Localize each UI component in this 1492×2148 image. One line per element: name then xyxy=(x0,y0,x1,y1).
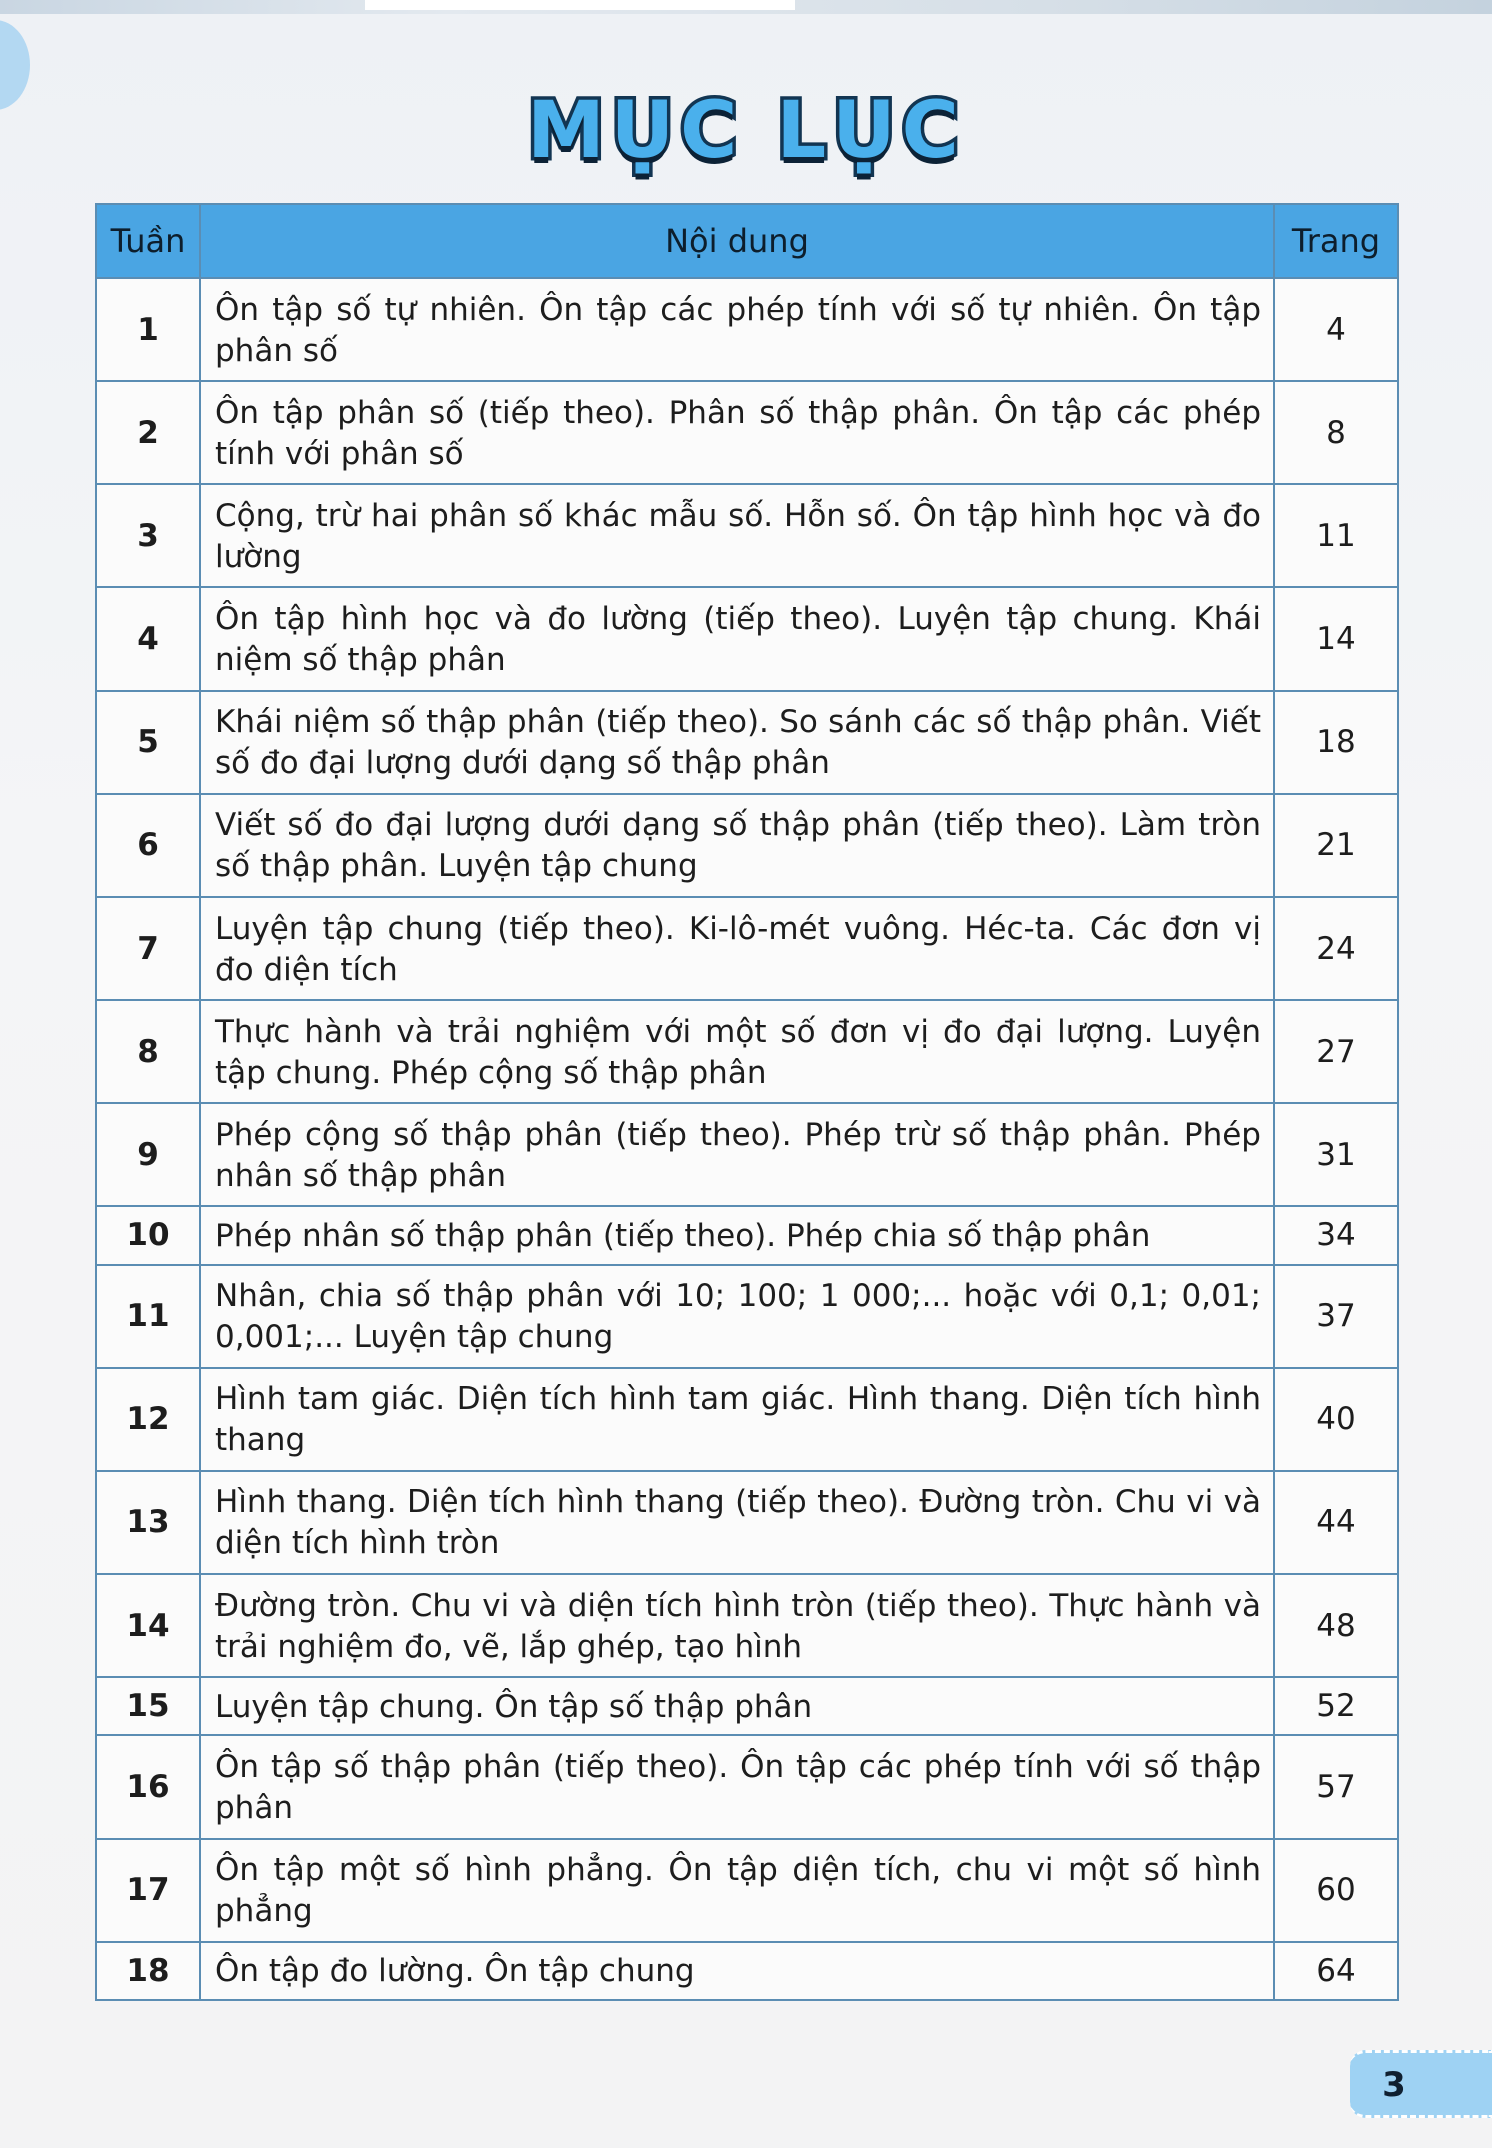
page-ref: 14 xyxy=(1274,587,1398,690)
lesson-content: Ôn tập một số hình phẳng. Ôn tập diện tích, chu vi một số hình phẳng xyxy=(200,1839,1274,1942)
header-page: Trang xyxy=(1274,204,1398,278)
header-row xyxy=(96,204,1398,278)
table-row xyxy=(96,1000,1398,1103)
week-number: 14 xyxy=(96,1574,200,1677)
table-row xyxy=(96,1103,1398,1206)
week-number: 6 xyxy=(96,794,200,897)
lesson-content: Hình thang. Diện tích hình thang (tiếp theo). Đường tròn. Chu vi và diện tích hình tròn xyxy=(200,1471,1274,1574)
week-number: 9 xyxy=(96,1103,200,1206)
page-ref: 21 xyxy=(1274,794,1398,897)
lesson-content: Nhân, chia số thập phân với 10; 100; 1 000;... hoặc với 0,1; 0,01; 0,001;... Luyện tập chung xyxy=(200,1265,1274,1368)
week-number: 11 xyxy=(96,1265,200,1368)
table-row xyxy=(96,1206,1398,1264)
page-ref: 27 xyxy=(1274,1000,1398,1103)
page-number-tab xyxy=(1350,2050,1492,2118)
week-number: 16 xyxy=(96,1735,200,1838)
paper-strip xyxy=(365,0,795,10)
week-number: 8 xyxy=(96,1000,200,1103)
table-row xyxy=(96,1574,1398,1677)
lesson-content: Cộng, trừ hai phân số khác mẫu số. Hỗn số. Ôn tập hình học và đo lường xyxy=(200,484,1274,587)
week-number: 1 xyxy=(96,278,200,381)
table-row xyxy=(96,1265,1398,1368)
page-ref: 48 xyxy=(1274,1574,1398,1677)
lesson-content: Phép nhân số thập phân (tiếp theo). Phép chia số thập phân xyxy=(200,1206,1274,1264)
week-number: 18 xyxy=(96,1942,200,2000)
page-number: 3 xyxy=(1382,2065,1406,2105)
table-row xyxy=(96,794,1398,897)
week-number: 10 xyxy=(96,1206,200,1264)
lesson-content: Luyện tập chung. Ôn tập số thập phân xyxy=(200,1677,1274,1735)
lesson-content: Đường tròn. Chu vi và diện tích hình tròn (tiếp theo). Thực hành và trải nghiệm đo, vẽ, lắp ghép, tạo hình xyxy=(200,1574,1274,1677)
page-ref: 34 xyxy=(1274,1206,1398,1264)
lesson-content: Khái niệm số thập phân (tiếp theo). So sánh các số thập phân. Viết số đo đại lượng dưới dạng số thập phân xyxy=(200,691,1274,794)
header-week: Tuần xyxy=(96,204,200,278)
week-number: 2 xyxy=(96,381,200,484)
table-row xyxy=(96,587,1398,690)
page-ref: 31 xyxy=(1274,1103,1398,1206)
table-row xyxy=(96,484,1398,587)
page-ref: 4 xyxy=(1274,278,1398,381)
table-row xyxy=(96,1471,1398,1574)
page-ref: 8 xyxy=(1274,381,1398,484)
page-ref: 44 xyxy=(1274,1471,1398,1574)
table-row xyxy=(96,897,1398,1000)
table-row xyxy=(96,1735,1398,1838)
table-of-contents xyxy=(95,203,1399,2001)
week-number: 3 xyxy=(96,484,200,587)
week-number: 17 xyxy=(96,1839,200,1942)
table-row xyxy=(96,1677,1398,1735)
page-title: MỤC LỤC xyxy=(527,86,965,176)
top-edge-band xyxy=(0,0,1492,14)
page-ref: 37 xyxy=(1274,1265,1398,1368)
page-ref: 52 xyxy=(1274,1677,1398,1735)
table-row xyxy=(96,1942,1398,2000)
page-ref: 40 xyxy=(1274,1368,1398,1471)
lesson-content: Luyện tập chung (tiếp theo). Ki-lô-mét vuông. Héc-ta. Các đơn vị đo diện tích xyxy=(200,897,1274,1000)
lesson-content: Phép cộng số thập phân (tiếp theo). Phép trừ số thập phân. Phép nhân số thập phân xyxy=(200,1103,1274,1206)
lesson-content: Hình tam giác. Diện tích hình tam giác. Hình thang. Diện tích hình thang xyxy=(200,1368,1274,1471)
week-number: 4 xyxy=(96,587,200,690)
table-row xyxy=(96,1368,1398,1471)
week-number: 12 xyxy=(96,1368,200,1471)
page-ref: 24 xyxy=(1274,897,1398,1000)
lesson-content: Viết số đo đại lượng dưới dạng số thập phân (tiếp theo). Làm tròn số thập phân. Luyện tập chung xyxy=(200,794,1274,897)
page-ref: 18 xyxy=(1274,691,1398,794)
page-ref: 60 xyxy=(1274,1839,1398,1942)
lesson-content: Ôn tập số thập phân (tiếp theo). Ôn tập các phép tính với số thập phân xyxy=(200,1735,1274,1838)
lesson-content: Ôn tập đo lường. Ôn tập chung xyxy=(200,1942,1274,2000)
lesson-content: Thực hành và trải nghiệm với một số đơn vị đo đại lượng. Luyện tập chung. Phép cộng số thập phân xyxy=(200,1000,1274,1103)
page-ref: 57 xyxy=(1274,1735,1398,1838)
table-row xyxy=(96,381,1398,484)
page-ref: 64 xyxy=(1274,1942,1398,2000)
week-number: 7 xyxy=(96,897,200,1000)
page-ref: 11 xyxy=(1274,484,1398,587)
table-row xyxy=(96,278,1398,381)
header-content: Nội dung xyxy=(200,204,1274,278)
week-number: 15 xyxy=(96,1677,200,1735)
lesson-content: Ôn tập phân số (tiếp theo). Phân số thập phân. Ôn tập các phép tính với phân số xyxy=(200,381,1274,484)
week-number: 13 xyxy=(96,1471,200,1574)
table-row xyxy=(96,691,1398,794)
table-row xyxy=(96,1839,1398,1942)
lesson-content: Ôn tập số tự nhiên. Ôn tập các phép tính với số tự nhiên. Ôn tập phân số xyxy=(200,278,1274,381)
lesson-content: Ôn tập hình học và đo lường (tiếp theo). Luyện tập chung. Khái niệm số thập phân xyxy=(200,587,1274,690)
week-number: 5 xyxy=(96,691,200,794)
